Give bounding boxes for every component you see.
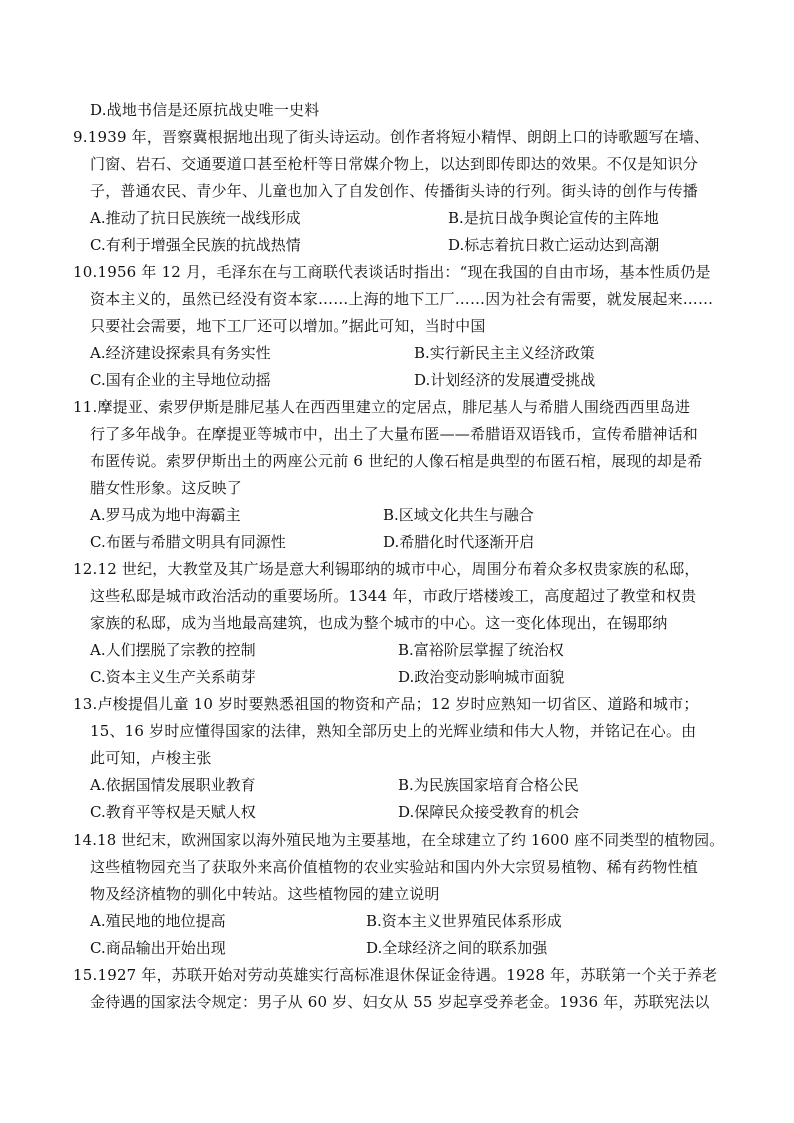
- question-12-stem-line-3: 家族的私邸，成为当地最高建筑，也成为整个城市的中心。这一变化体现出，在锡耶纳: [90, 614, 668, 632]
- question-13-stem-line-1: 13.卢梭提倡儿童 10 岁时要熟悉祖国的物资和产品；12 岁时应熟知一切省区、道路和城市；: [73, 695, 699, 713]
- question-9-option-b: B.是抗日战争舆论宣传的主阵地: [448, 209, 659, 227]
- question-13-stem-line-2: 15、16 岁时应懂得国家的法律，熟知全部历史上的光辉业绩和伟大人物，并铭记在心。由: [90, 722, 697, 740]
- question-10-option-c: C.国有企业的主导地位动摇: [90, 371, 271, 389]
- question-9-option-d: D.标志着抗日救亡运动达到高潮: [448, 236, 660, 254]
- question-9-option-a: A.推动了抗日民族统一战线形成: [90, 209, 301, 227]
- question-15-stem-line-2: 金待遇的国家法令规定：男子从 60 岁、妇女从 55 岁起享受养老金。1936 年，苏联宪法以: [90, 993, 710, 1011]
- question-11-option-c: C.布匿与希腊文明具有同源性: [90, 533, 286, 551]
- question-10-stem-line-1: 10.1956 年 12 月，毛泽东在与工商联代表谈话时指出：“现在我国的自由市场，基本性质仍是: [73, 263, 711, 281]
- question-13-stem-line-3: 此可知，卢梭主张: [90, 749, 212, 767]
- question-11-option-b: B.区域文化共生与融合: [383, 506, 534, 524]
- question-10-stem-line-2: 资本主义的，虽然已经没有资本家……上海的地下工厂……因为社会有需要，就发展起来……: [90, 290, 714, 308]
- question-12-stem-line-1: 12.12 世纪，大教堂及其广场是意大利锡耶纳的城市中心，周围分布着众多权贵家族的私邸，: [73, 560, 700, 578]
- question-14-option-b: B.资本主义世界殖民体系形成: [366, 912, 562, 930]
- question-13-option-b: B.为民族国家培育合格公民: [398, 776, 579, 794]
- question-11-stem-line-3: 布匿传说。索罗伊斯出土的两座公元前 6 世纪的人像石棺是典型的布匿石棺，展现的却是希: [90, 452, 703, 470]
- question-13-option-c: C.教育平等权是天赋人权: [90, 803, 256, 821]
- question-11-option-d: D.希腊化时代逐渐开启: [383, 533, 535, 551]
- question-14-option-c: C.商品输出开始出现: [90, 939, 226, 957]
- question-12-stem-line-2: 这些私邸是城市政治活动的重要场所。1344 年，市政厅塔楼竣工，高度超过了教堂和权贵: [90, 587, 697, 605]
- question-8-option-d: D.战地书信是还原抗战史唯一史料: [90, 101, 320, 119]
- question-10-option-d: D.计划经济的发展遭受挑战: [414, 371, 596, 389]
- question-10-option-b: B.实行新民主主义经济政策: [414, 344, 595, 362]
- question-10-stem-line-3: 只要社会需要，地下工厂还可以增加。”据此可知，当时中国: [90, 317, 486, 335]
- question-9-stem-line-1: 9.1939 年，晋察冀根据地出现了街头诗运动。创作者将短小精悍、朗朗上口的诗歌题写在墙、: [73, 128, 710, 146]
- question-9-stem-line-3: 子，普通农民、青少年、儿童也加入了自发创作、传播街头诗的行列。街头诗的创作与传播: [90, 182, 699, 200]
- question-14-option-a: A.殖民地的地位提高: [90, 912, 226, 930]
- question-12-option-d: D.政治变动影响城市面貌: [398, 668, 565, 686]
- question-14-stem-line-2: 这些植物园充当了获取外来高价值植物的农业实验站和国内外大宗贸易植物、稀有药物性植: [90, 858, 699, 876]
- question-14-option-d: D.全球经济之间的联系加强: [366, 939, 548, 957]
- question-12-option-c: C.资本主义生产关系萌芽: [90, 668, 256, 686]
- question-11-stem-line-2: 行了多年战争。在摩提亚等城市中，出土了大量布匿——希腊语双语钱币，宣传希腊神话和: [90, 425, 699, 443]
- question-14-stem-line-1: 14.18 世纪末，欧洲国家以海外殖民地为主要基地，在全球建立了约 1600 座不同类型的植物园。: [73, 831, 725, 849]
- question-13-option-d: D.保障民众接受教育的机会: [398, 803, 580, 821]
- question-12-option-a: A.人们摆脱了宗教的控制: [90, 641, 256, 659]
- question-13-option-a: A.依据国情发展职业教育: [90, 776, 256, 794]
- question-11-stem-line-4: 腊女性形象。这反映了: [90, 479, 243, 497]
- question-9-stem-line-2: 门窗、岩石、交通要道口甚至枪杆等日常媒介物上，以达到即传即达的效果。不仅是知识分: [90, 155, 699, 173]
- question-11-stem-line-1: 11.摩提亚、索罗伊斯是腓尼基人在西西里建立的定居点，腓尼基人与希腊人围绕西西里岛进: [73, 398, 691, 416]
- question-14-stem-line-3: 物及经济植物的驯化中转站。这些植物园的建立说明: [90, 885, 440, 903]
- question-15-stem-line-1: 15.1927 年，苏联开始对劳动英雄实行高标准退休保证金待遇。1928 年，苏联第一个关于养老: [73, 966, 718, 984]
- question-11-option-a: A.罗马成为地中海霸主: [90, 506, 241, 524]
- question-9-option-c: C.有利于增强全民族的抗战热情: [90, 236, 301, 254]
- question-10-option-a: A.经济建设探索具有务实性: [90, 344, 271, 362]
- question-12-option-b: B.富裕阶层掌握了统治权: [398, 641, 564, 659]
